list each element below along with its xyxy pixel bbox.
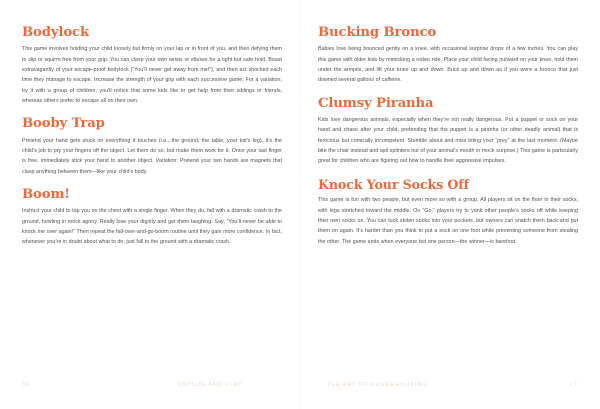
- entry-booby-trap: [22, 117, 282, 177]
- folio-left: 36: [22, 382, 30, 388]
- entry-bucking-bronco: [318, 26, 578, 86]
- running-head-right: THE ART OF ROUGHHOUSING: [327, 382, 428, 388]
- page-right: [300, 0, 600, 409]
- entry-clumsy-piranha: [318, 97, 578, 167]
- entry-body-bodylock: This game involves holding your child loosely but firmly on your lap or in front of you, and then defying them to slip or squirm free from your grip. You can clasp your own wrists or elbows for a tight but safe hold. Boast extravagantly of your escape-proof bodylock (“You’ll never get away from me!”), and then act shocked each time they manage to escape. Increase the strength of your grip with each successive game. For a variation, try it with a group of children; you’ll notice that some kids like to get help from their siblings or friends, whereas others prefer to escape all on their own.: [22, 46, 282, 104]
- entry-title-boom: Boom!: [22, 186, 70, 202]
- entry-body-clumsy-piranha: Kids love dangerous animals, especially when they’re not really dangerous. Put a puppet or sock on your hand and chase after your child, pretending that the puppet is a piranha (or other deadly animal) that is ferocious but comically incompetent. Stumble about and miss biting your “prey” at the last moment. (Maybe bite the chair instead and spit splinters out of your animal’s mouth in mock surprise.) This game is particularly great for children who are figuring out how to handle their aggressive impulses.: [318, 116, 578, 165]
- entry-title-knock-your-socks-off: Knock Your Socks Off: [318, 176, 469, 192]
- entry-title-booby-trap: Booby Trap: [22, 116, 105, 132]
- entry-knock-your-socks-off: [318, 178, 578, 247]
- running-head-left: UNPLUG AND PLAY: [178, 382, 243, 388]
- entry-body-knock-your-socks-off: This game is fun with two people, but even more so with a group. All players sit on the floor in their socks, with legs stretched toward the middle. On “Go,” players try to yank other people’s socks off while keeping their own socks on. You can tuck stolen socks into your pockets, but owners can snatch them back and put them on again. It’s harder than you think to put a sock on one foot while preventing someone from stealing the other. The game ends when everyone but one person—the winner—is barefoot.: [318, 197, 578, 245]
- page-right-content: [318, 26, 578, 366]
- entry-title-clumsy-piranha: Clumsy Piranha: [318, 95, 434, 111]
- entry-boom: [22, 188, 282, 248]
- entry-title-bodylock: Bodylock: [22, 26, 89, 40]
- entry-title-bucking-bronco: Bucking Bronco: [318, 26, 437, 40]
- entry-bodylock: [22, 26, 282, 106]
- page-left-content: [22, 26, 282, 366]
- entry-body-bucking-bronco: Babies love being bounced gently on a knee, with occasional surprise drops of a few inches. You can play this game with older kids by mimicking a rodeo ride. Place your child facing outward on your knee, hold them under the armpits, and lift your knee up and down. Buck up and down as if you were a bronco that just downed several gallons of caffeine.: [318, 46, 578, 84]
- entry-body-boom: Instruct your child to tap you on the chest with a single finger. When they do, fall with a dramatic crash to the ground, howling in mock agony. Really lose your dignity and get them laughing. Say, “You’ll never be able to knock me over again!” Then repeat the fall-over-and-go-boom routine until they gain more confidence. In fact, whenever you’re in doubt about what to do, just fall to the ground with a dramatic crash.: [22, 208, 282, 246]
- entry-body-booby-trap: Pretend your hand gets stuck on everything it touches (i.e., the ground, the table, your kid’s leg). It’s the child’s job to pry your fingers off the object. Let them do so, but make them work for it. Once your last finger is free, immediately stick your hand to another object. Variation: Pretend your two hands are magnets that clasp anything between them—like your child’s body.: [22, 137, 282, 175]
- folio-right: 37: [570, 382, 578, 388]
